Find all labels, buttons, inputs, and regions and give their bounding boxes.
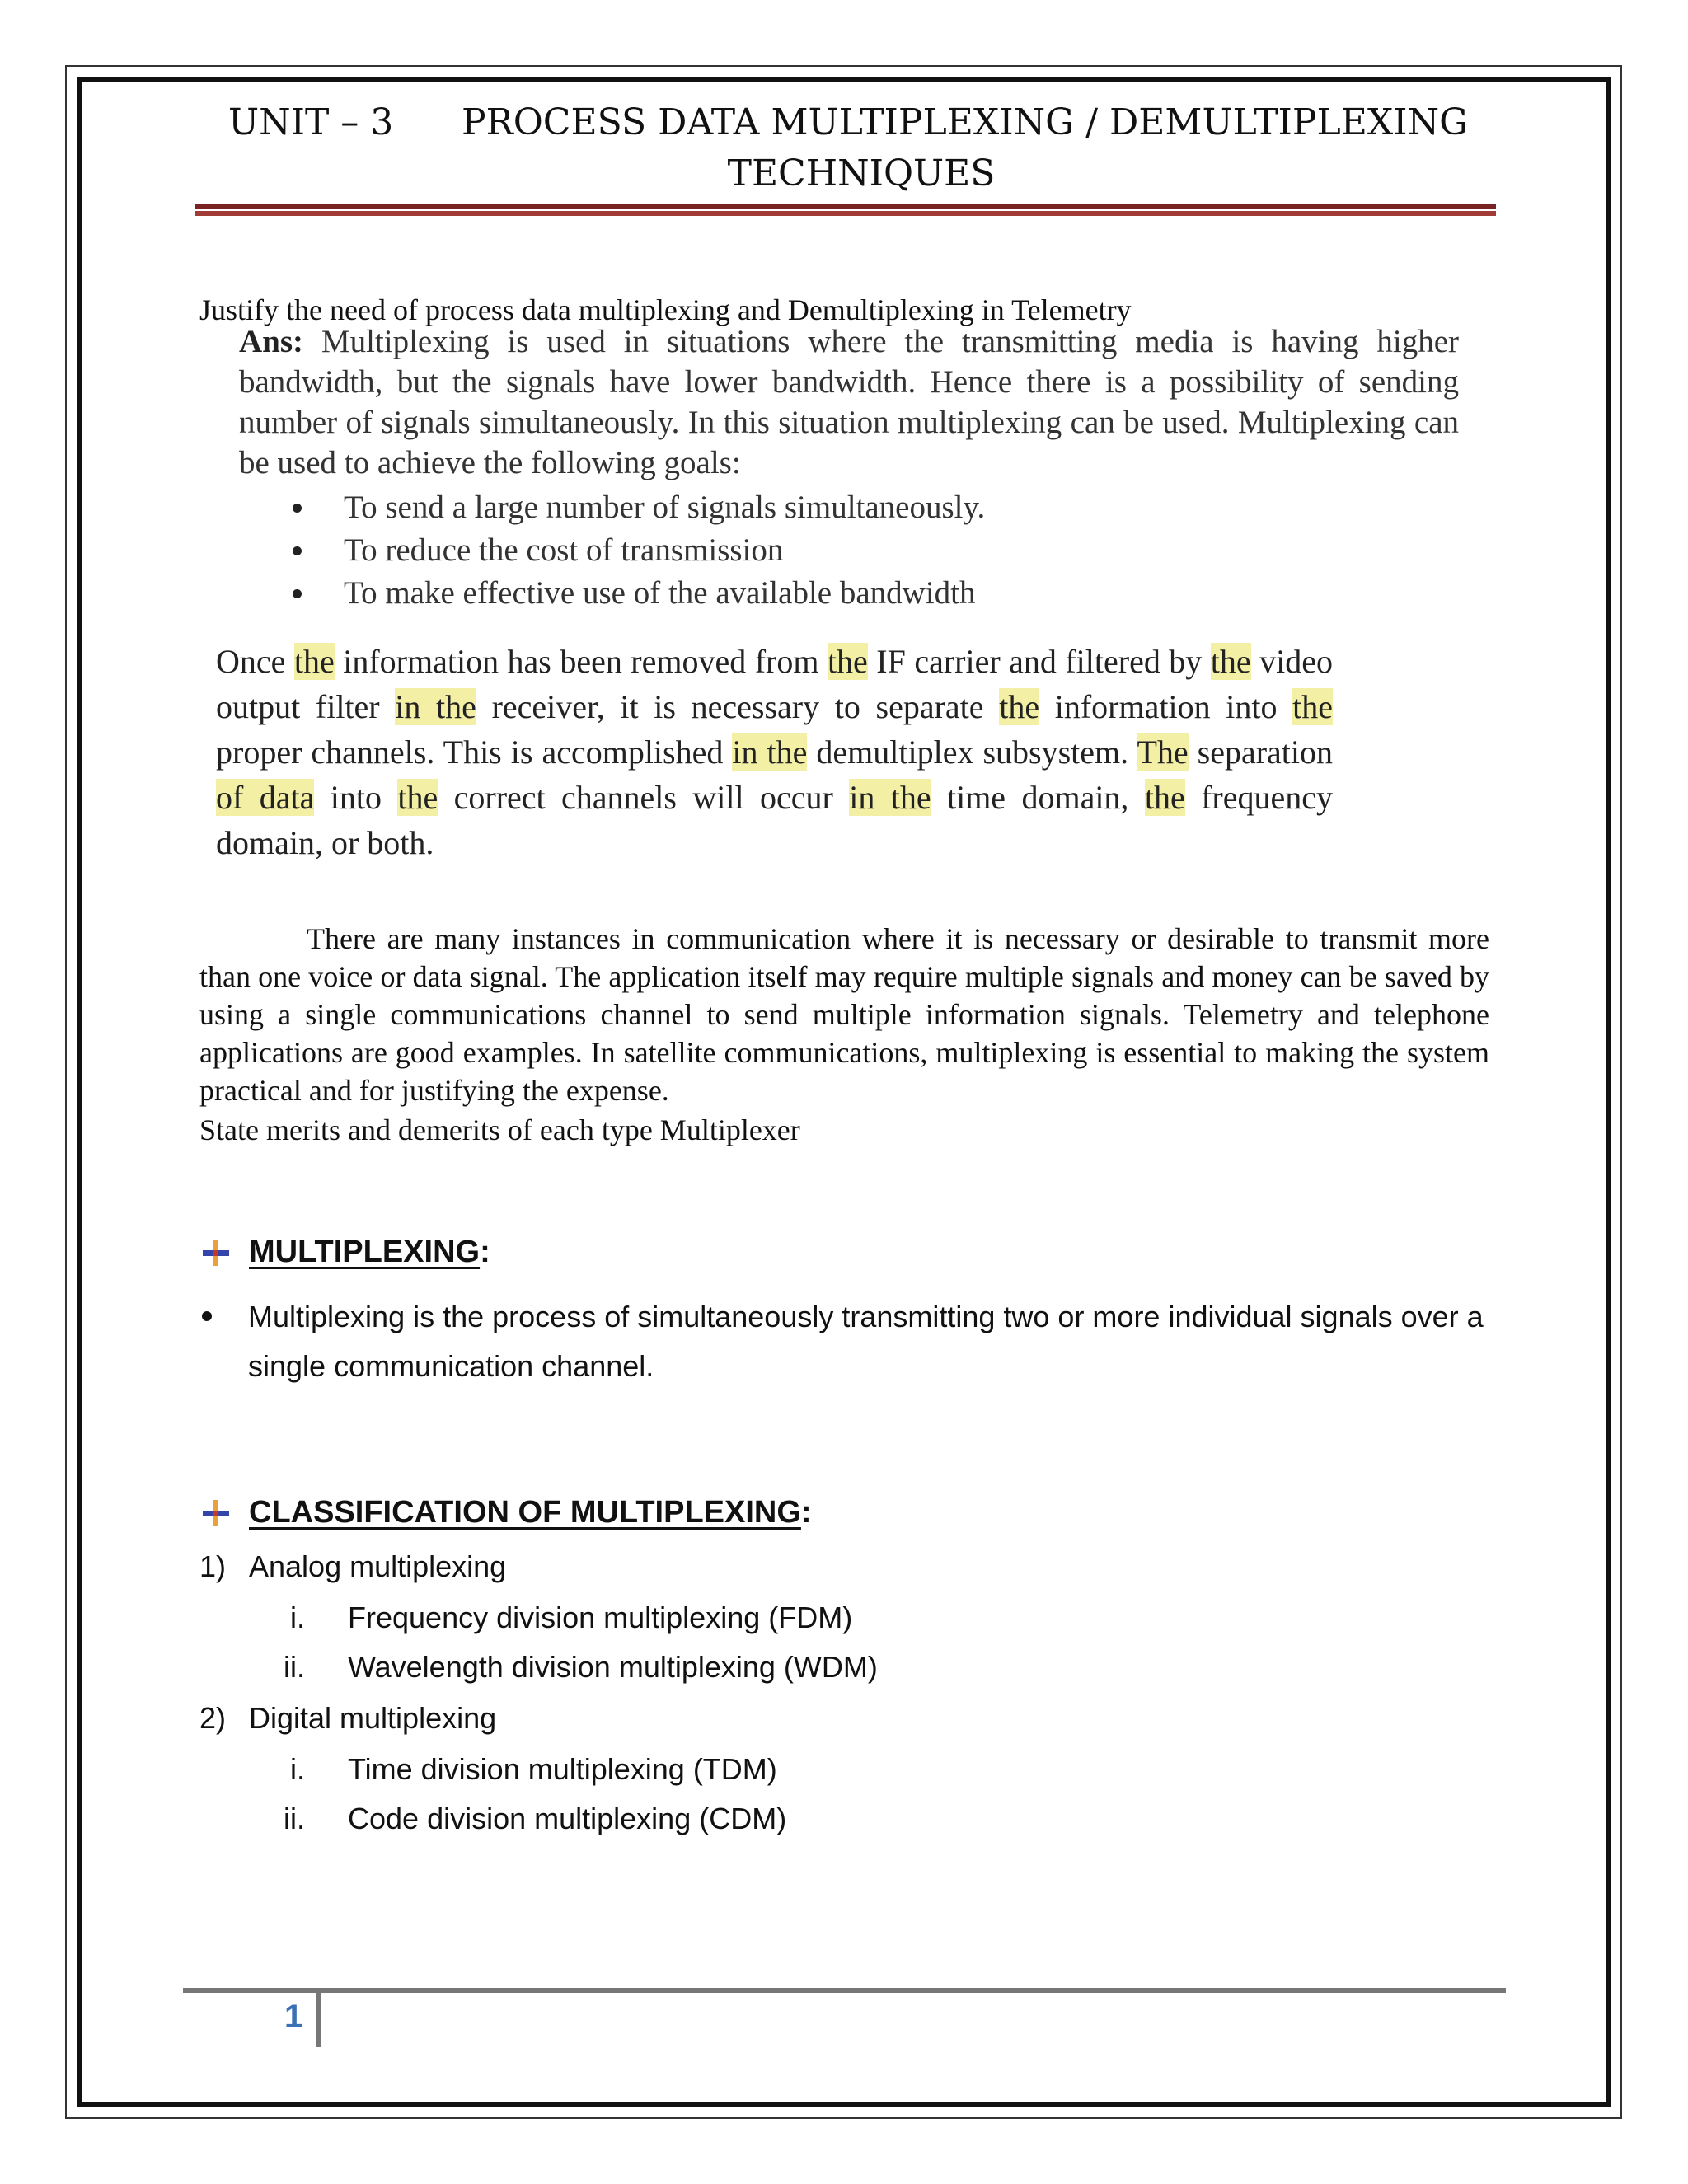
plus-arrow-icon bbox=[199, 1497, 232, 1530]
page-header bbox=[190, 97, 1500, 199]
subitem-number: ii. bbox=[284, 1802, 305, 1835]
answer-text: Multiplexing is used in situations where the transmitting media is having higher bandwidth, but the signals have lower bandwidth. Hence there is a possibility of sending number of signals simultaneously. In this situation multiplexing can be used. Multiplexing can be used to achieve the following goals: bbox=[239, 324, 1459, 480]
classification-subitem bbox=[249, 1601, 852, 1635]
excerpt-highlight: the bbox=[1210, 643, 1251, 680]
excerpt-text: correct channels will occur bbox=[438, 779, 850, 816]
subitem-number: i. bbox=[290, 1752, 305, 1786]
answer-label: Ans: bbox=[239, 324, 304, 359]
header-title-line2: TECHNIQUES bbox=[727, 152, 996, 194]
item-number: 1) bbox=[199, 1549, 227, 1583]
excerpt-text: frequency domain, or both. bbox=[216, 779, 1333, 861]
excerpt-highlight: the bbox=[1144, 779, 1185, 816]
excerpt-text: Once bbox=[216, 643, 294, 680]
subitem-label: Code division multiplexing (CDM) bbox=[348, 1802, 787, 1835]
question-1: Justify the need of process data multiplexing and Demultiplexing in Telemetry bbox=[199, 293, 1132, 326]
definition-text: Multiplexing is the process of simultaneously transmitting two or more individual signals over a single communication channel. bbox=[248, 1300, 1484, 1383]
excerpt-highlight: The bbox=[1137, 733, 1189, 771]
multiplexing-definition bbox=[199, 1292, 1485, 1391]
item-label: Digital multiplexing bbox=[249, 1701, 497, 1735]
excerpt-highlight: in the bbox=[732, 733, 808, 771]
section-heading-colon: : bbox=[480, 1235, 490, 1269]
excerpt-text: video output filter bbox=[216, 643, 1333, 725]
footer-divider bbox=[316, 1993, 321, 2047]
plus-arrow-icon bbox=[199, 1236, 232, 1269]
body-paragraph-text: There are many instances in communication where it is necessary or desirable to transmit more than one voice or data signal. The application itself may require multiple signals and money can be saved by using a single communications channel to send multiple information signals. Telemetry and telephone applications are good examples. In satellite communications, multiplexing is essential to making the system practical and for justifying the expense. bbox=[199, 922, 1489, 1107]
section-multiplexing bbox=[249, 1235, 490, 1270]
excerpt-text: demultiplex subsystem. bbox=[807, 733, 1137, 771]
classification-item bbox=[199, 1549, 506, 1584]
classification-subitem bbox=[249, 1802, 786, 1836]
classification-item bbox=[199, 1701, 496, 1736]
excerpt-text: separation bbox=[1188, 733, 1334, 771]
excerpt-text: IF carrier and filtered by bbox=[867, 643, 1211, 680]
section-heading: CLASSIFICATION OF MULTIPLEXING bbox=[249, 1495, 801, 1530]
goal-item: To send a large number of signals simultaneously. bbox=[293, 486, 985, 529]
excerpt-highlight: in the bbox=[395, 688, 476, 725]
excerpt-highlight: the bbox=[293, 643, 335, 680]
excerpt-text: information has been removed from bbox=[334, 643, 828, 680]
goal-item: To make effective use of the available bandwidth bbox=[293, 572, 985, 615]
subitem-number: i. bbox=[290, 1601, 305, 1634]
highlighted-excerpt bbox=[216, 639, 1333, 865]
section-heading: MULTIPLEXING bbox=[249, 1235, 481, 1269]
page-number: 1 bbox=[284, 1999, 303, 2035]
section-classification bbox=[249, 1495, 812, 1530]
footer-rule bbox=[183, 1988, 1506, 1993]
subitem-label: Wavelength division multiplexing (WDM) bbox=[348, 1650, 878, 1684]
excerpt-text: into bbox=[314, 779, 398, 816]
bullet-dot bbox=[202, 1311, 212, 1321]
classification-subitem bbox=[249, 1752, 777, 1787]
excerpt-highlight: in the bbox=[849, 779, 931, 816]
unit-label: UNIT – 3 bbox=[228, 101, 394, 143]
item-number: 2) bbox=[199, 1701, 227, 1735]
excerpt-highlight: the bbox=[397, 779, 438, 816]
excerpt-text: proper channels. This is accomplished bbox=[216, 733, 733, 771]
answer-paragraph bbox=[239, 321, 1459, 483]
section-heading-colon: : bbox=[800, 1495, 812, 1530]
excerpt-highlight: the bbox=[1292, 688, 1333, 725]
body-paragraph bbox=[199, 920, 1489, 1109]
excerpt-text: time domain, bbox=[931, 779, 1145, 816]
subitem-number: ii. bbox=[284, 1650, 305, 1684]
header-title-line1: PROCESS DATA MULTIPLEXING / DEMULTIPLEXING bbox=[462, 101, 1469, 143]
header-rule-top bbox=[195, 204, 1496, 209]
excerpt-text: receiver, it is necessary to separate bbox=[476, 688, 1000, 725]
excerpt-highlight: the bbox=[999, 688, 1040, 725]
classification-subitem bbox=[249, 1650, 878, 1685]
header-rule-bottom bbox=[195, 211, 1496, 216]
excerpt-highlight: the bbox=[827, 643, 868, 680]
goal-item: To reduce the cost of transmission bbox=[293, 529, 985, 572]
goals-list bbox=[293, 486, 985, 615]
excerpt-text: information into bbox=[1039, 688, 1293, 725]
subitem-label: Frequency division multiplexing (FDM) bbox=[348, 1601, 853, 1634]
subitem-label: Time division multiplexing (TDM) bbox=[348, 1752, 777, 1786]
item-label: Analog multiplexing bbox=[249, 1549, 507, 1583]
question-2: State merits and demerits of each type Multiplexer bbox=[199, 1113, 800, 1146]
excerpt-highlight: of data bbox=[216, 779, 315, 816]
